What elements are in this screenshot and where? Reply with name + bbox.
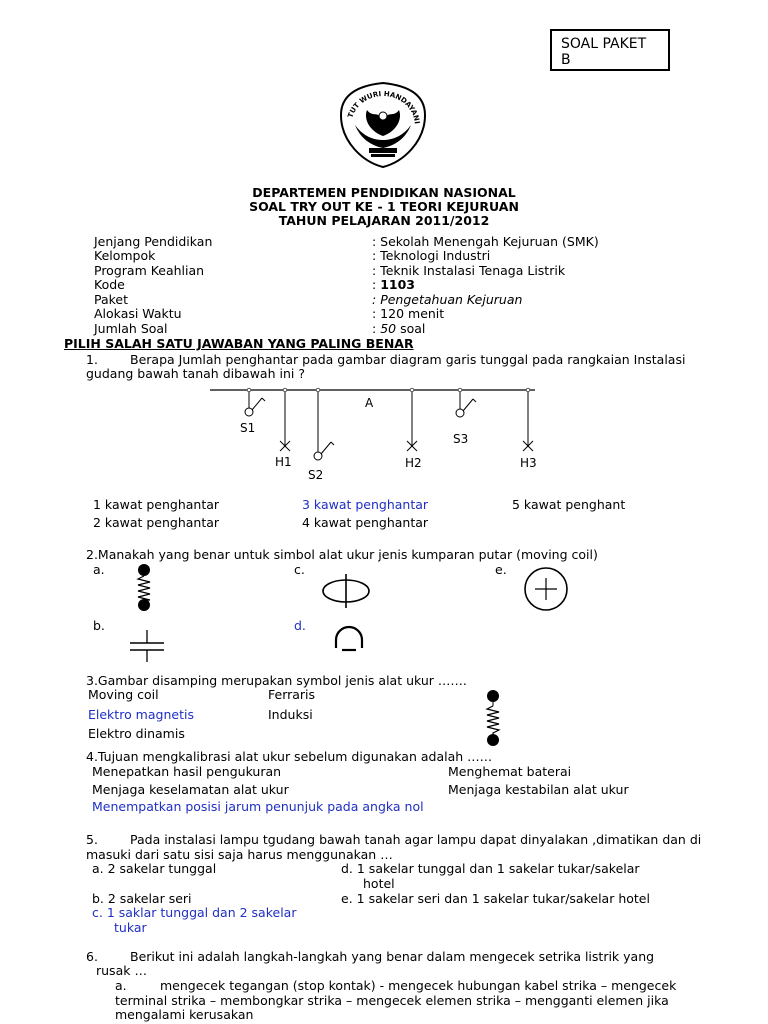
q5-option-d-line2: hotel [363,876,395,891]
diagram-label-a: A [365,396,374,410]
q2-label-e: e. [495,562,507,577]
q5-option-a: a. 2 sakelar tunggal [92,861,217,876]
info-value-jenjang: : Sekolah Menengah Kejuruan (SMK) [372,234,599,249]
q4-option-1: Menepatkan hasil pengukuran [92,764,282,779]
diagram-label-h1: H1 [275,455,292,469]
q6-option-a-label: a. [115,978,127,993]
info-value-paket: : Pengetahuan Kejuruan [372,292,523,307]
info-value-jumlah: : 50 soal [372,321,426,336]
q1-text-line2: gudang bawah tanah dibawah ini ? [86,366,305,381]
q6-text-line1: Berikut ini adalah langkah-langkah yang benar dalam mengecek setrika listrik yang [130,949,655,964]
diagram-label-h3: H3 [520,456,537,470]
info-label-kelompok: Kelompok [94,248,156,263]
q6-option-a-line1: mengecek tegangan (stop kontak) - mengecek hubungan kabel strika – mengecek [160,978,677,993]
diagram-label-s2: S2 [308,468,324,482]
q2-label-b: b. [93,618,105,633]
q5-number: 5. [86,832,98,847]
q2-label-c: c. [294,562,305,577]
q5-option-e: e. 1 sakelar seri dan 1 sakelar tukar/sakelar hotel [341,891,650,906]
q2-text: 2.Manakah yang benar untuk simbol alat ukur jenis kumparan putar (moving coil) [86,547,598,562]
q5-option-c-line2: tukar [114,920,147,935]
q4-option-3: Menjaga keselamatan alat ukur [92,782,289,797]
soal-paket-label: SOAL PAKET B [561,36,647,68]
q3-option-induksi: Induksi [268,707,313,722]
q2-label-a: a. [93,562,105,577]
logo-text: TUT WURI HANDAYANI [346,89,421,125]
q2-label-d: d. [294,618,306,633]
q1-option-3: 3 kawat penghantar [302,497,429,512]
q5-option-d-line1: d. 1 sakelar tunggal dan 1 sakelar tukar/sakelar [341,861,640,876]
q4-text: 4.Tujuan mengkalibrasi alat ukur sebelum digunakan adalah …… [86,749,493,764]
info-label-kode: Kode [94,277,125,292]
q4-option-5: Menempatkan posisi jarum penunjuk pada angka nol [92,799,424,814]
info-value-kelompok: : Teknologi Industri [372,248,491,263]
instruction-heading: PILIH SALAH SATU JAWABAN YANG PALING BENAR [64,336,414,351]
info-value-alokasi: : 120 menit [372,306,445,321]
q1-option-4: 4 kawat penghantar [302,515,429,530]
q4-option-4: Menjaga kestabilan alat ukur [448,782,629,797]
q6-option-a-line3: mengalami kerusakan [115,1007,254,1022]
q6-text-line2: rusak … [96,963,147,978]
q3-option-moving-coil: Moving coil [88,687,159,702]
q3-option-elektro-dinamis: Elektro dinamis [88,726,185,741]
diagram-label-h2: H2 [405,456,422,470]
diagram-label-s3: S3 [453,432,469,446]
q5-text-line2: masuki dari satu sisi saja harus menggunakan … [86,847,393,862]
q3-option-ferraris: Ferraris [268,687,316,702]
info-label-jumlah: Jumlah Soal [94,321,168,336]
header-line-1: DEPARTEMEN PENDIDIKAN NASIONAL [252,185,516,200]
q6-number: 6. [86,949,98,964]
q6-option-a-line2: terminal strika – membongkar strika – mengecek elemen strika – mengganti elemen jika [115,993,669,1008]
q5-option-c-line1: c. 1 saklar tunggal dan 2 sakelar [92,905,297,920]
q1-text-line1: Berapa Jumlah penghantar pada gambar diagram garis tunggal pada rangkaian Instalasi [130,352,686,367]
q5-option-b: b. 2 sakelar seri [92,891,192,906]
header-line-3: TAHUN PELAJARAN 2011/2012 [278,213,490,228]
info-label-paket: Paket [94,292,129,307]
info-label-alokasi: Alokasi Waktu [94,306,182,321]
q3-option-elektro-magnetis: Elektro magnetis [88,707,194,722]
header-line-2: SOAL TRY OUT KE - 1 TEORI KEJURUAN [249,199,519,214]
diagram-label-s1: S1 [240,421,256,435]
q4-option-2: Menghemat baterai [448,764,572,779]
info-value-program: : Teknik Instalasi Tenaga Listrik [372,263,566,278]
info-label-program: Program Keahlian [94,263,205,278]
q3-text: 3.Gambar disamping merupakan symbol jenis alat ukur ……. [86,673,467,688]
q5-text-line1: Pada instalasi lampu tgudang bawah tanah agar lampu dapat dinyalakan ,dimatikan dan di [130,832,702,847]
q1-option-1: 1 kawat penghantar [93,497,220,512]
info-label-jenjang: Jenjang Pendidikan [94,234,213,249]
info-value-kode: : 1103 [372,277,415,292]
q1-number: 1. [86,352,98,367]
q1-option-2: 2 kawat penghantar [93,515,220,530]
q1-option-5: 5 kawat penghant [512,497,626,512]
